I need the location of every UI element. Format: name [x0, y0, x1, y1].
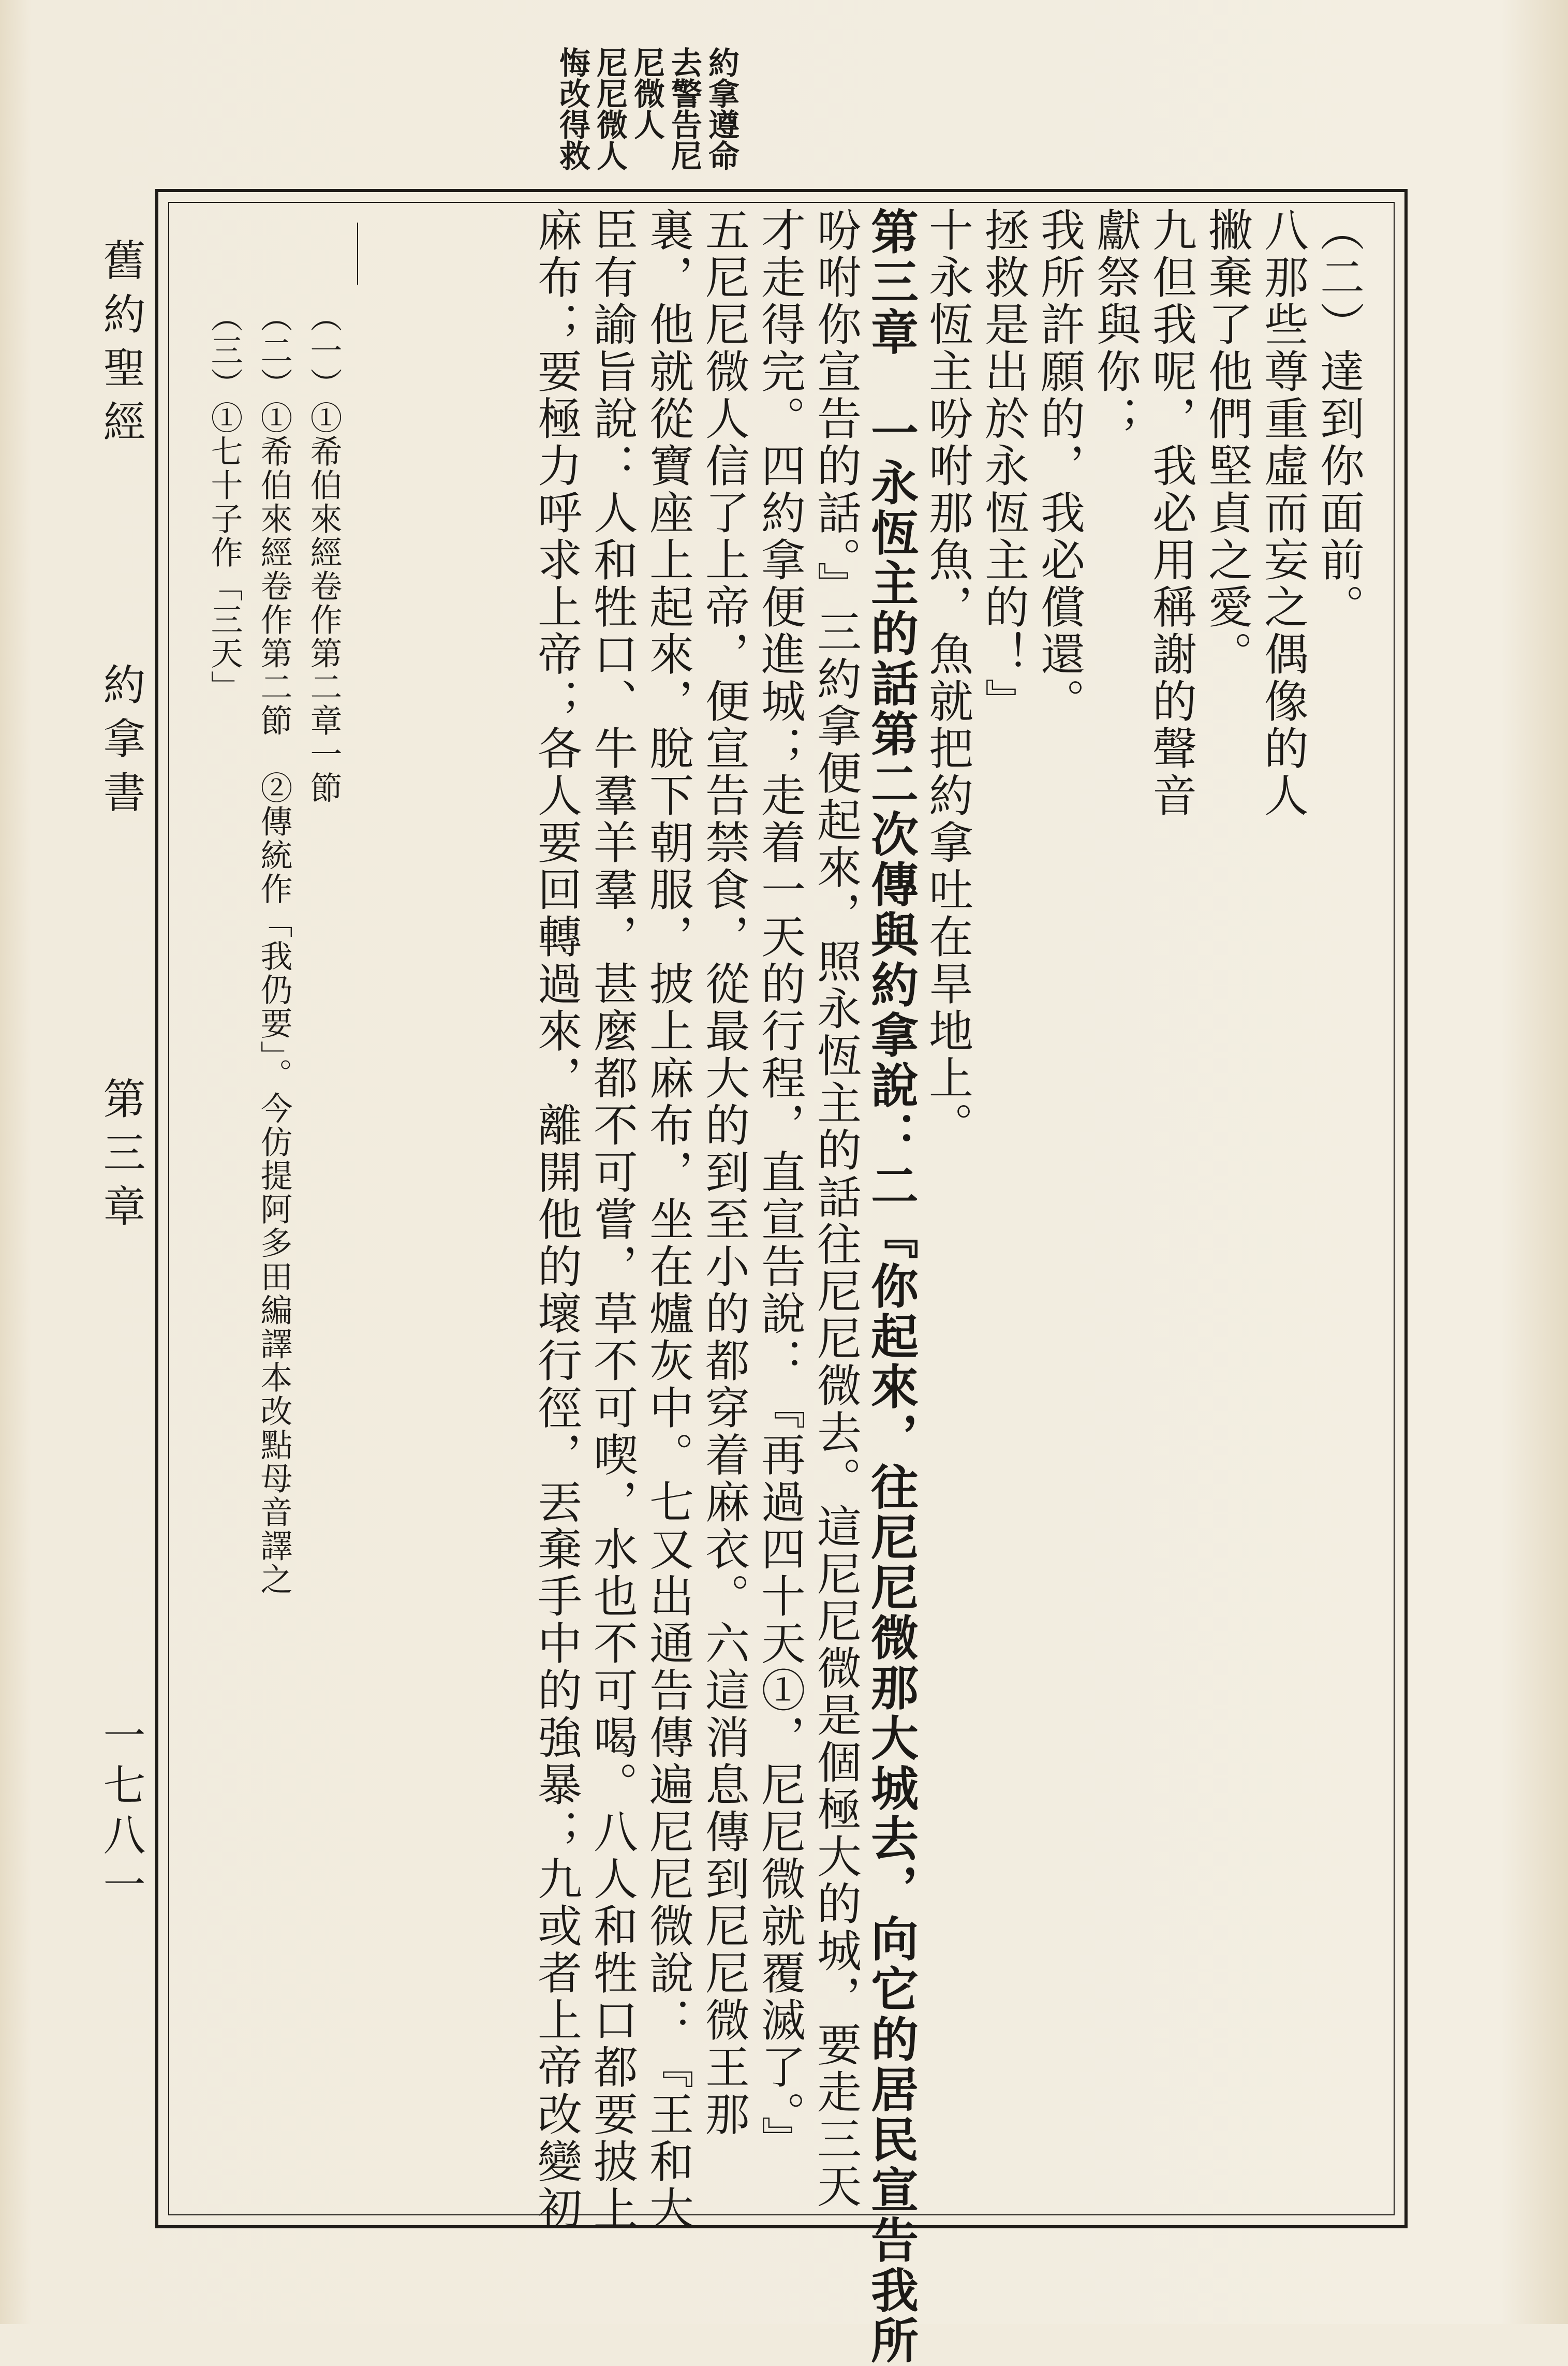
verse-line: 八那些尊重虛而妄之偶像的人 [1256, 207, 1308, 819]
verse-line: 撇棄了他們堅貞之愛。 [1201, 207, 1252, 678]
side-note: 尼微人 [629, 47, 665, 140]
verse-line: 臣有諭旨說：人和牲口、牛羣羊羣，甚麼都不可嘗，草不可喫，水也不可喝。八人和牲口都要披上 [586, 207, 638, 2232]
side-note: 尼尼微人 [591, 47, 628, 171]
running-head-chapter: 第三章 [96, 1077, 145, 1238]
verse-line: 麻布；要極力呼求上帝；各人要回轉過來，離開他的壞行徑，丟棄手中的強暴；九或者上帝改變初 [530, 207, 582, 2232]
running-head-book: 舊約聖經 [96, 238, 145, 453]
side-note: 去警告尼 [666, 47, 702, 171]
body-text [383, 207, 1366, 2366]
footnote: （三）①七十子作「三天」 [205, 300, 243, 704]
side-note: 約拿遵命 [703, 47, 739, 171]
verse-line: 九但我呢，我必用稱謝的聲音 [1145, 207, 1196, 819]
verse-line: 才走得完。四約拿便進城；走着一天的行程，直宣告說：『再過四十天①，尼尼微就覆滅了。』 [753, 207, 805, 2163]
running-head-title: 約拿書 [96, 663, 145, 824]
side-note: 悔改得救 [554, 47, 590, 171]
chapter-three-line: 第三章 一永恆主的話第二次傳與約拿說：二『你起來，往尼尼微那大城去，向它的居民宣告我所 [863, 207, 919, 2366]
verse-line: （二）達到你面前。 [1312, 207, 1364, 631]
side-notes [554, 47, 740, 171]
verse-line: 吩咐你宣告的話。』三約拿便起來，照永恆主的話往尼尼微去。這尼尼微是個極大的城，要走三天 [809, 207, 861, 2210]
verse-line: 十永恆主吩咐那魚，魚就把約拿吐在旱地上。 [921, 207, 973, 1149]
footnote: （一）①希伯來經卷作第二章一節 [305, 300, 343, 805]
verse-line: 拯救是出於永恆主的！』 [977, 207, 1029, 725]
verse-line: 獻祭與你； [1089, 207, 1141, 443]
verse-line: 我所許願的，我必償還。 [1033, 207, 1085, 725]
footnote-separator [357, 223, 358, 285]
verse-line: 裏，他就從寶座上起來，脫下朝服，披上麻布，坐在爐灰中。七又出通告傳遍尼尼微說：『王和大 [642, 207, 693, 2232]
footnote: （二）①希伯來經卷作第二節 ②傳統作「我仍要」。今仿提阿多田編譯本改點母音譯之 [255, 300, 293, 1596]
page-number: 一七八一 [96, 1713, 145, 1912]
footnotes [199, 300, 348, 2112]
verse-line: 五尼尼微人信了上帝，便宣告禁食，從最大的到至小的都穿着麻衣。六這消息傳到尼尼微王那 [698, 207, 749, 2138]
